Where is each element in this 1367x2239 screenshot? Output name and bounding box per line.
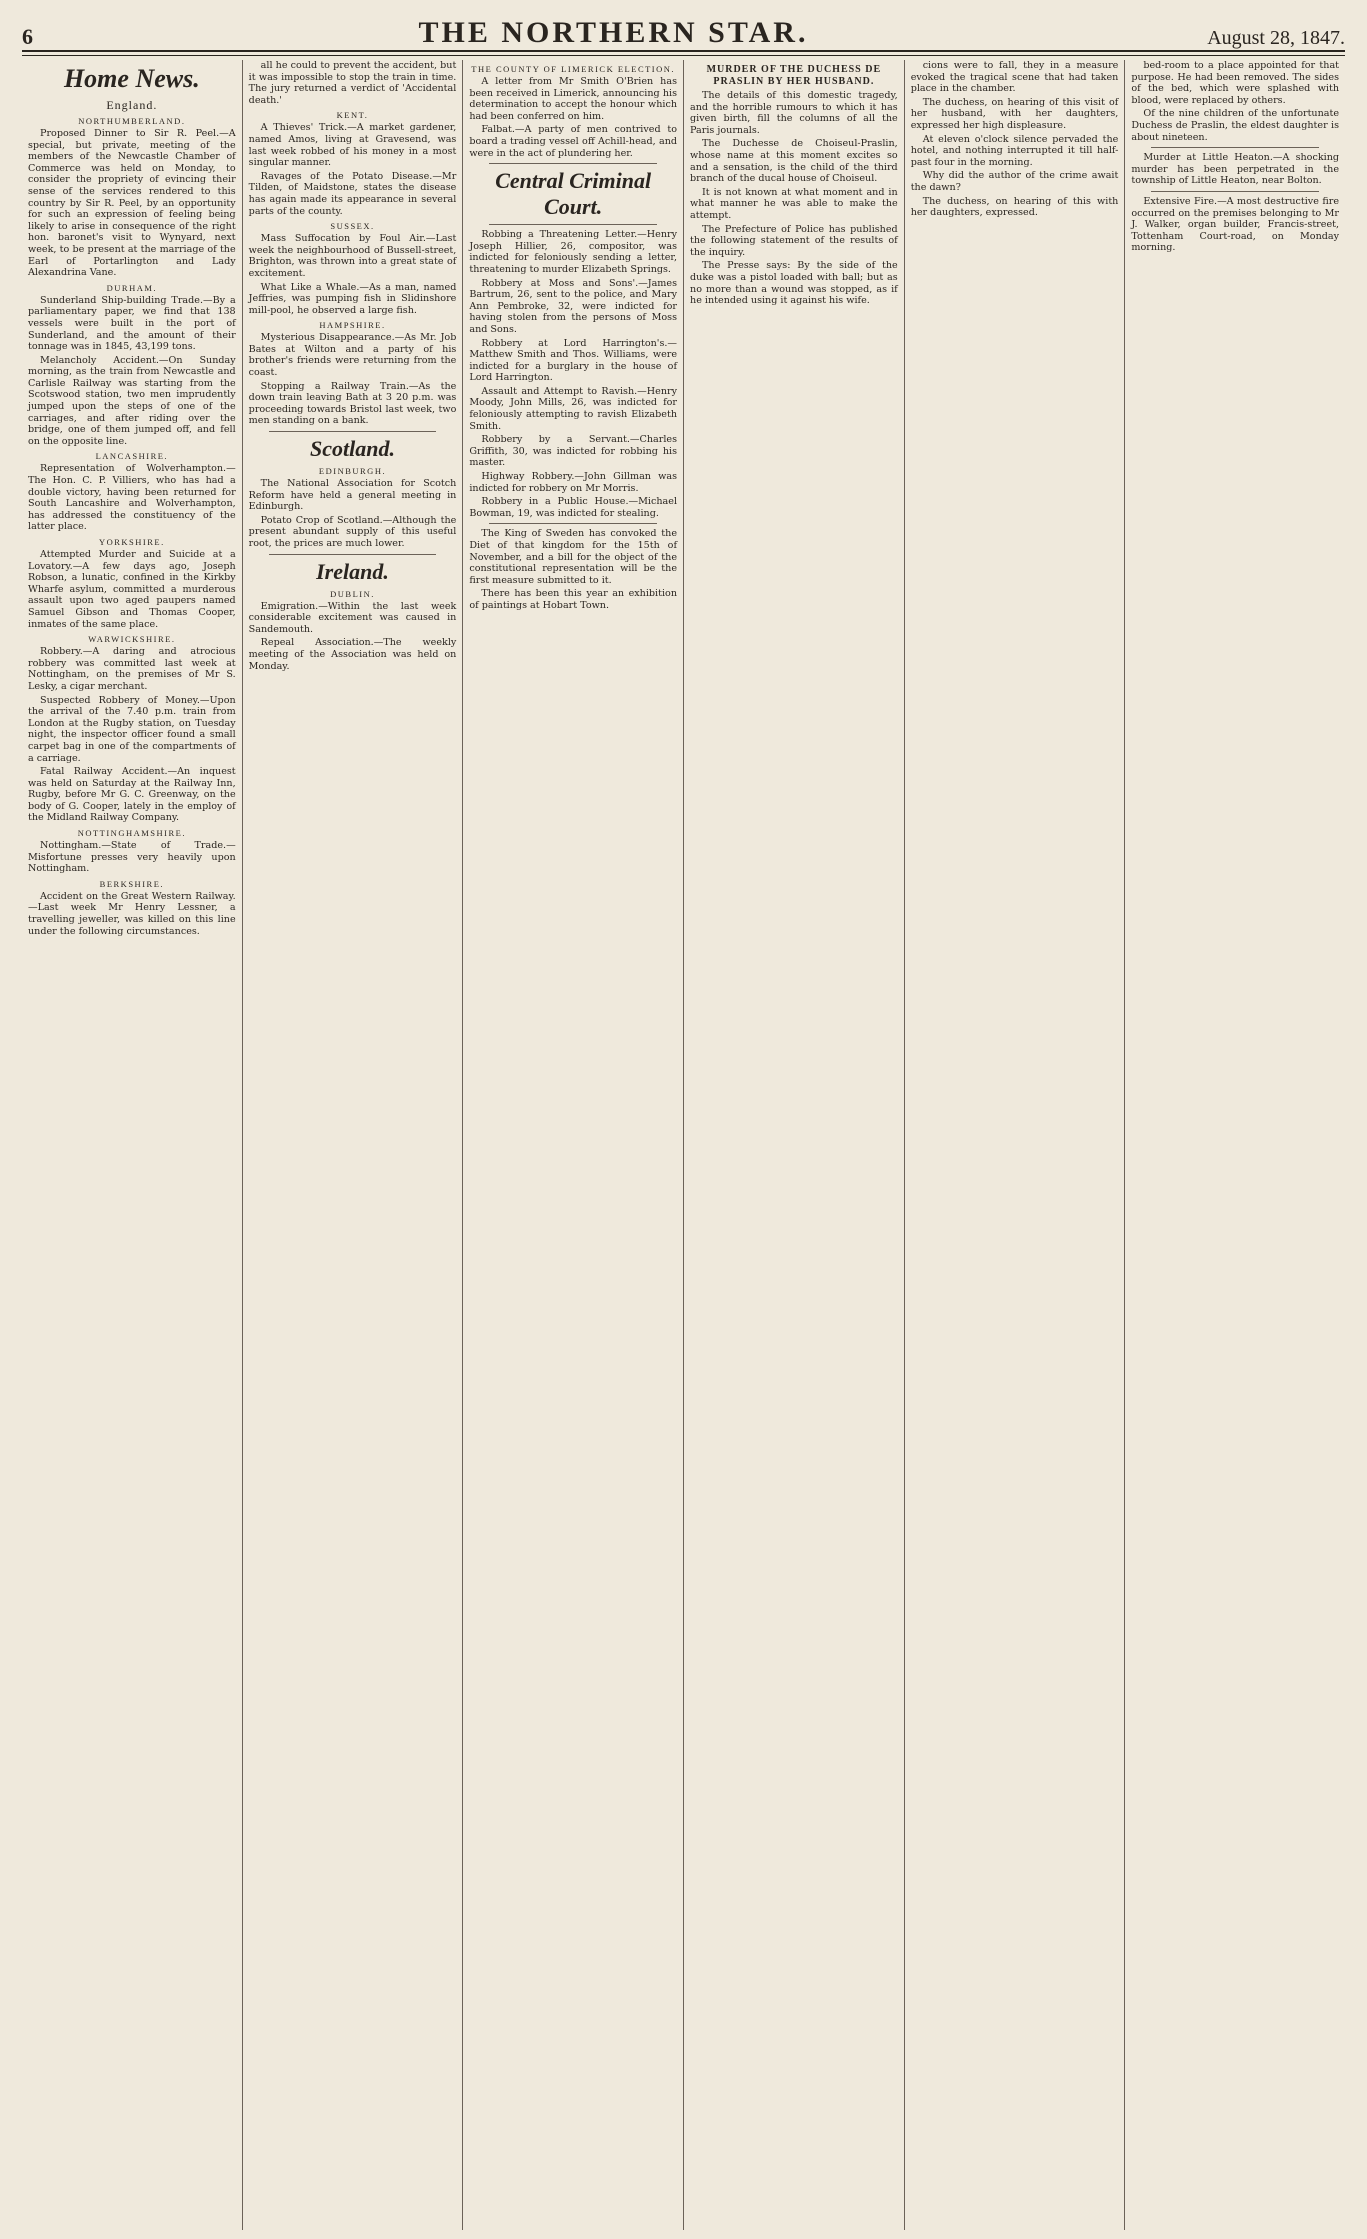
article-paragraph: Stopping a Railway Train.—As the down train leaving Bath at 3 20 p.m. was proceeding towards Bristol last week, two men standing on a bank. [248, 380, 457, 427]
article-heading: MURDER OF THE DUCHESS DE PRASLIN BY HER HUSBAND. [706, 64, 882, 87]
article-paragraph: At eleven o'clock silence pervaded the hotel, and nothing interrupted it till half-past four in the morning. [910, 133, 1119, 168]
article-paragraph: It is not known at what moment and in what manner he was able to make the attempt. [690, 186, 898, 221]
section-title-central-criminal-court: Central Criminal Court. [495, 168, 652, 220]
article-paragraph: The National Association for Scotch Reform have held a general meeting in Edinburgh. [248, 478, 457, 513]
article-paragraph: Extensive Fire.—A most destructive fire occurred on the premises belonging to Mr J. Walker, organ builder, Francis-street, Tottenham Court-road, on Monday morning. [1131, 195, 1340, 254]
section-title-scotland: Scotland. [310, 436, 395, 462]
section-divider [269, 431, 437, 432]
article-paragraph: Fatal Railway Accident.—An inquest was held on Saturday at the Railway Inn, Rugby, before Mr G. C. Greenway, on the body of G. Cooper, lately in the employ of the Midland Railway Company. [28, 766, 236, 824]
columns [22, 60, 1345, 2230]
article-paragraph: A Thieves' Trick.—A market gardener, named Amos, living at Gravesend, was last week robbed of his money in a most singular manner. [248, 122, 457, 169]
section-divider [489, 163, 657, 164]
column-6 [1125, 60, 1345, 2230]
county-heading: HAMPSHIRE. [319, 320, 386, 331]
article-paragraph: Melancholy Accident.—On Sunday morning, as the train from Newcastle and Carlisle Railway was starting from the Scotswood station, two men imprudently jumped upon the steps of one of the carriages, and after riding over the bridge, one of them jumped off, and fell on the opposite line. [28, 354, 236, 447]
article-paragraph: The King of Sweden has convoked the Diet of that kingdom for the 15th of November, and a bill for the object of the constitutional representation will be the first measure submitted to it. [469, 528, 678, 586]
county-heading: YORKSHIRE. [98, 537, 165, 547]
article-paragraph: Representation of Wolverhampton.—The Hon. C. P. Villiers, who has had a double victory, having been returned for South Lancashire and Wolverhampton, has addressed the constituency of the latter place. [28, 463, 236, 533]
article-paragraph: What Like a Whale.—As a man, named Jeffries, was pumping fish in Slidinshore mill-pool, he observed a large fish. [248, 281, 457, 316]
article-paragraph: Robbery.—A daring and atrocious robbery was committed last week at Nottingham, on the premises of Mr S. Lesky, a cigar merchant. [28, 646, 236, 692]
county-heading: SUSSEX. [330, 221, 375, 232]
article-paragraph: Assault and Attempt to Ravish.—Henry Moody, John Mills, 26, was indicted for feloniously attempting to ravish Elizabeth Smith. [469, 385, 678, 432]
article-paragraph: Mass Suffocation by Foul Air.—Last week the neighbourhood of Bussell-street, Brighton, was thrown into a great state of excitement. [248, 233, 457, 279]
article-paragraph: Murder at Little Heaton.—A shocking murder has been perpetrated in the township of Little Heaton, near Bolton. [1131, 152, 1340, 187]
article-paragraph: Falbat.—A party of men contrived to board a trading vessel off Achill-head, and were in the act of plundering her. [469, 124, 678, 159]
county-heading: LANCASHIRE. [95, 451, 169, 462]
article-paragraph: Accident on the Great Western Railway.—Last week Mr Henry Lessner, a travelling jeweller, was killed on this line under the following circumstances. [28, 890, 236, 937]
county-heading: WARWICKSHIRE. [88, 634, 176, 645]
article-paragraph: The Prefecture of Police has published the following statement of the results of the inquiry. [690, 223, 898, 258]
county-heading: NORTHUMBERLAND. [78, 116, 186, 126]
article-paragraph: Potato Crop of Scotland.—Although the present abundant supply of this useful root, the prices are much lower. [248, 514, 457, 549]
article-paragraph: Suspected Robbery of Money.—Upon the arrival of the 7.40 p.m. train from London at the Rugby station, on Tuesday night, the inspector officer found a small carpet bag in one of the compartments of a carriage. [28, 694, 236, 764]
section-subtitle-england: England. [106, 98, 158, 112]
masthead-rule [22, 52, 1345, 56]
column-3 [463, 60, 684, 2230]
article-paragraph: Attempted Murder and Suicide at a Lovatory.—A few days ago, Joseph Robson, a lunatic, confined in the Kirkby Wharfe asylum, committed a murderous assault upon two aged paupers named Samuel Gibson and Thomas Cooper, inmates of the same place. [28, 549, 236, 630]
article-paragraph: The Presse says: By the side of the duke was a pistol loaded with ball; but as no more than a wound was stopped, as if he intended using it against his wife. [690, 260, 898, 307]
section-title-home-news: Home News. [63, 64, 200, 93]
article-paragraph: cions were to fall, they in a measure evoked the tragical scene that had taken place in the chamber. [910, 60, 1119, 95]
section-divider [489, 523, 657, 524]
article-paragraph: Robbing a Threatening Letter.—Henry Joseph Hillier, 26, compositor, was indicted for feloniously sending a letter, threatening to murder Elizabeth Springs. [469, 229, 678, 275]
article-paragraph: The details of this domestic tragedy, and the horrible rumours to which it has given birth, fill the columns of all the Paris journals. [690, 90, 898, 136]
article-paragraph: The Duchesse de Choiseul-Praslin, whose name at this moment excites so and a sensation, is the child of the third branch of the ducal house of Choiseul. [690, 138, 898, 185]
article-paragraph: Robbery in a Public House.—Michael Bowman, 19, was indicted for stealing. [469, 496, 678, 519]
article-paragraph: Of the nine children of the unfortunate Duchess de Praslin, the eldest daughter is about nineteen. [1131, 108, 1340, 143]
county-heading: NOTTINGHAMSHIRE. [77, 828, 186, 839]
article-paragraph: Robbery at Lord Harrington's.—Matthew Smith and Thos. Williams, were indicted for a burglary in the house of Lord Harrington. [469, 337, 678, 384]
column-5 [905, 60, 1126, 2230]
article-paragraph: Repeal Association.—The weekly meeting of the Association was held on Monday. [248, 637, 457, 672]
article-paragraph: Robbery at Moss and Sons'.—James Bartrum, 26, sent to the police, and Mary Ann Pembroke, 32, were indicted for having stolen from the persons of Moss and Sons. [469, 277, 678, 335]
section-divider [489, 224, 657, 225]
county-heading: BERKSHIRE. [99, 878, 165, 889]
article-paragraph: A letter from Mr Smith O'Brien has been received in Limerick, announcing his determination to accept the honour which had been conferred on him. [469, 76, 678, 122]
column-1 [22, 60, 243, 2230]
article-paragraph: Emigration.—Within the last week considerable excitement was caused in Sandemouth. [248, 600, 457, 635]
article-paragraph: There has been this year an exhibition of paintings at Hobart Town. [469, 588, 678, 611]
column-2 [243, 60, 464, 2230]
article-paragraph: The duchess, on hearing of this with her daughters, expressed. [910, 195, 1119, 219]
county-heading: DURHAM. [106, 282, 158, 293]
city-heading: EDINBURGH. [318, 466, 387, 477]
article-paragraph: Robbery by a Servant.—Charles Griffith, 30, was indicted for robbing his master. [469, 434, 678, 469]
article-paragraph: Highway Robbery.—John Gillman was indicted for robbery on Mr Morris. [469, 471, 678, 494]
section-title-ireland: Ireland. [316, 558, 389, 584]
article-paragraph: Why did the author of the crime await the dawn? [910, 170, 1119, 193]
article-paragraph: Nottingham.—State of Trade.—Misfortune presses very heavily upon Nottingham. [28, 840, 236, 875]
column-4 [684, 60, 905, 2230]
section-divider [1151, 147, 1319, 148]
article-paragraph: Proposed Dinner to Sir R. Peel.—A special, but private, meeting of the members of the Newcastle Chamber of Commerce was held on Monday, to consider the propriety of evincing their sense of the services rendered to this country by Sir R. Peel, by an opportunity for such an expression of feeling being likely to arise in consequence of the right hon. baronet's visit to Wynyard, next week, to be present at the marriage of the Earl of Portarlington and Lady Alexandrina Vane. [28, 128, 236, 279]
section-divider [1151, 191, 1319, 192]
article-paragraph: Mysterious Disappearance.—As Mr. Job Bates at Wilton and a party of his brother's friends were returning from the coast. [248, 332, 457, 379]
article-paragraph: Ravages of the Potato Disease.—Mr Tilden, of Maidstone, states the disease has again made its appearance in several parts of the county. [248, 170, 457, 217]
city-heading: DUBLIN. [330, 588, 375, 599]
article-paragraph: Sunderland Ship-building Trade.—By a parliamentary paper, we find that 138 vessels were built in the port of Sunderland, and the amount of their tonnage was in 1845, 43,199 tons. [28, 294, 236, 353]
article-paragraph: bed-room to a place appointed for that purpose. He had been removed. The sides of the bed, which were splashed with blood, were replaced by others. [1131, 60, 1340, 106]
article-paragraph: The duchess, on hearing of this visit of her husband, with her daughters, expressed her high displeasure. [910, 96, 1119, 131]
issue-date: August 28, 1847. [1207, 27, 1345, 49]
section-divider [269, 554, 437, 555]
article-heading: THE COUNTY OF LIMERICK ELECTION. [471, 64, 676, 74]
county-heading: KENT. [336, 110, 369, 121]
page-number: 6 [22, 24, 33, 49]
masthead [22, 14, 1345, 52]
newspaper-title: THE NORTHERN STAR. [418, 16, 809, 49]
article-paragraph: all he could to prevent the accident, but it was impossible to stop the train in time. The jury returned a verdict of 'Accidental death.' [248, 60, 457, 106]
